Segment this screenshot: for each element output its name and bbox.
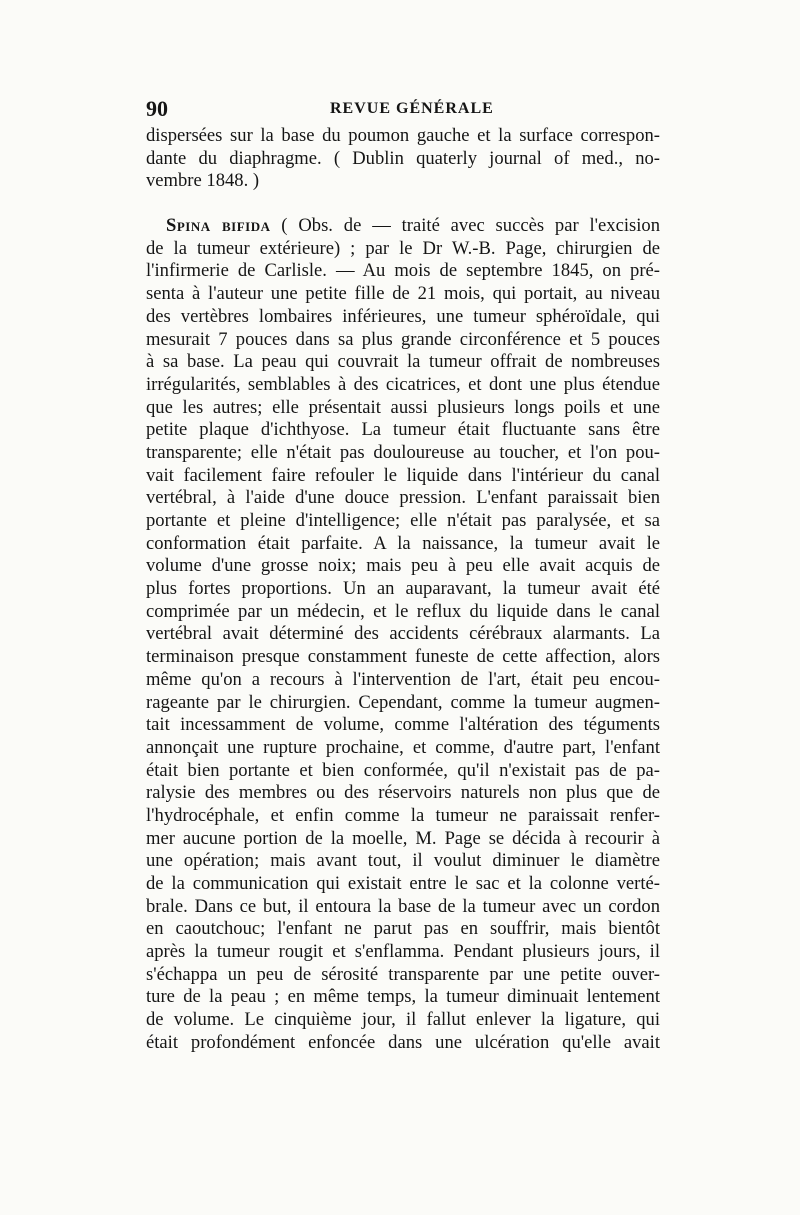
text-line: s'échappa un peu de sérosité transparente par une petite ouver- — [146, 963, 660, 985]
text-line: l'hydrocéphale, et enfin comme la tumeur ne paraissait renfer- — [146, 804, 660, 826]
text-line: des vertèbres lombaires inférieures, une tumeur sphéroïdale, qui — [146, 305, 660, 327]
text-line: de la tumeur extérieure) ; par le Dr W.-B. Page, chirurgien de — [146, 237, 660, 259]
page-number: 90 — [146, 96, 168, 121]
running-header — [146, 96, 660, 120]
paragraph-continued — [146, 125, 660, 193]
text-line: rageante par le chirurgien. Cependant, comme la tumeur augmen- — [146, 691, 660, 713]
running-title: REVUE GÉNÉRALE — [330, 100, 494, 117]
body-text — [146, 125, 660, 1055]
text-line: de volume. Le cinquième jour, il fallut enlever la ligature, qui — [146, 1009, 660, 1031]
text-line: mesurait 7 pouces dans sa plus grande circonférence et 5 pouces — [146, 328, 660, 350]
text-line: était bien portante et bien conformée, qu'il n'existait pas de pa- — [146, 759, 660, 781]
text-line: l'infirmerie de Carlisle. — Au mois de septembre 1845, on pré- — [146, 260, 660, 282]
paragraph-spina-bifida — [146, 215, 660, 1054]
text-line: terminaison presque constamment funeste de cette affection, alors — [146, 646, 660, 668]
text-line: ture de la peau ; en même temps, la tumeur diminuait lentement — [146, 986, 660, 1008]
text-line: vait facilement faire refouler le liquide dans l'intérieur du canal — [146, 464, 660, 486]
text-line: vertébral avait déterminé des accidents cérébraux alarmants. La — [146, 623, 660, 645]
text-line: que les autres; elle présentait aussi plusieurs longs poils et une — [146, 396, 660, 418]
text-line: portante et pleine d'intelligence; elle n'était pas paralysée, et sa — [146, 510, 660, 531]
text-line: annonçait une rupture prochaine, et comme, d'autre part, l'enfant — [146, 736, 660, 758]
text-line: mer aucune portion de la moelle, M. Page se décida à recourir à — [146, 827, 660, 849]
text-line: conformation était parfaite. A la naissance, la tumeur avait le — [146, 532, 660, 554]
text-line: était profondément enfoncée dans une ulcération qu'elle avait — [146, 1031, 660, 1053]
paragraph-gap — [146, 193, 660, 215]
text-line: senta à l'auteur une petite fille de 21 mois, qui portait, au niveau — [146, 283, 660, 305]
text-line: irrégularités, semblables à des cicatrices, et dont une plus étendue — [146, 373, 660, 395]
text-line: dispersées sur la base du poumon gauche et la surface correspon- — [146, 125, 660, 146]
text-line: une opération; mais avant tout, il voulut diminuer le diamètre — [146, 850, 660, 872]
entry-title: Spina bifida — [166, 215, 271, 237]
text-line: vertébral, à l'aide d'une douce pression. L'enfant paraissait bien — [146, 487, 660, 509]
text-line — [146, 215, 660, 238]
text-line: petite plaque d'ichthyose. La tumeur était fluctuante sans être — [146, 419, 660, 441]
text-line: tait incessamment de volume, comme l'altération des téguments — [146, 714, 660, 736]
text-line: dante du diaphragme. ( Dublin quaterly journal of med., no- — [146, 147, 660, 169]
text-line: après la tumeur rougit et s'enflamma. Pendant plusieurs jours, il — [146, 941, 660, 963]
text-line: plus fortes proportions. Un an auparavant, la tumeur avait été — [146, 578, 660, 600]
text-line: transparente; elle n'était pas douloureuse au toucher, et l'on pou- — [146, 441, 660, 463]
text-line: même qu'on a recours à l'intervention de l'art, était peu encou- — [146, 668, 660, 690]
text-line: brale. Dans ce but, il entoura la base de la tumeur avec un cordon — [146, 895, 660, 917]
text-line: vembre 1848. ) — [146, 170, 260, 192]
text-line: volume d'une grosse noix; mais peu à peu elle avait acquis de — [146, 555, 660, 577]
text-line: à sa base. La peau qui couvrait la tumeur offrait de nombreuses — [146, 351, 660, 373]
text-line: en caoutchouc; l'enfant ne parut pas en souffrir, mais bientôt — [146, 918, 660, 940]
text-line: de la communication qui existait entre le sac et la colonne verté- — [146, 873, 660, 894]
text-line: comprimée par un médecin, et le reflux du liquide dans le canal — [146, 600, 660, 622]
entry-title-rest: ( Obs. de — traité avec succès par l'excision — [270, 215, 660, 237]
text-line: ralysie des membres ou des réservoirs naturels non plus que de — [146, 782, 660, 804]
